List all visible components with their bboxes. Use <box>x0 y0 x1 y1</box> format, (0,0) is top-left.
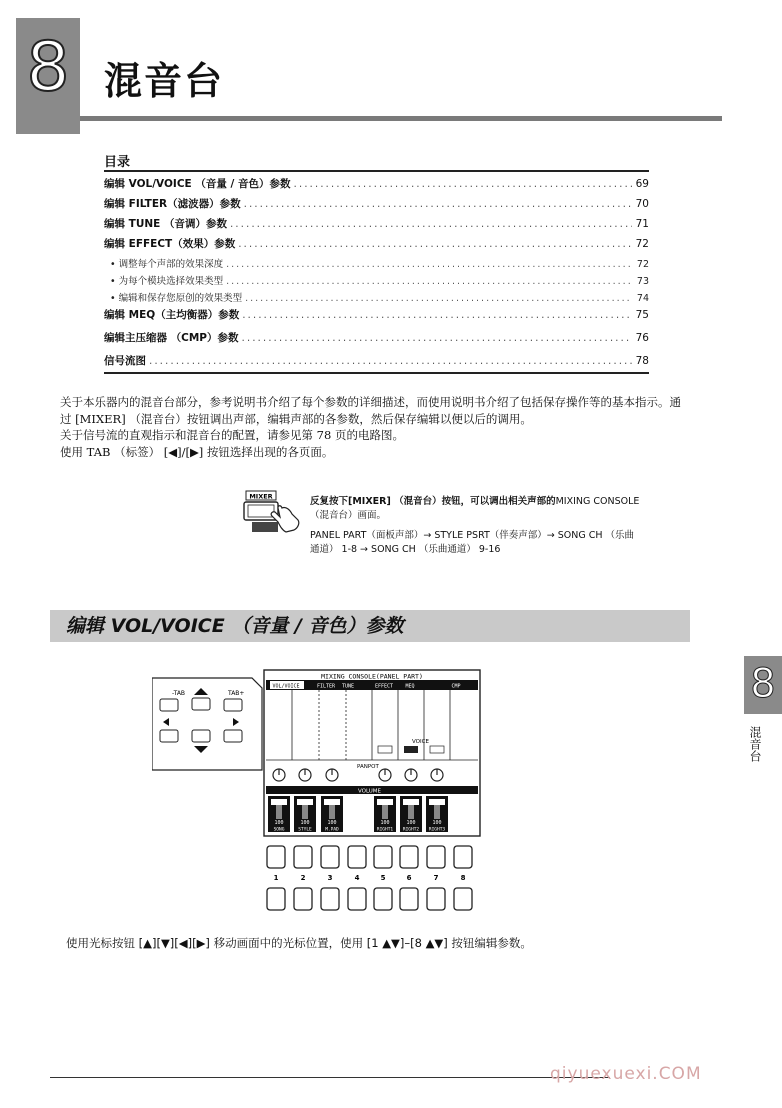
toc-entry <box>104 330 649 353</box>
number-down-button[interactable] <box>348 888 366 910</box>
number-buttons <box>267 846 472 910</box>
toc-entry-page: 71 <box>635 218 649 230</box>
toc-leader-dots <box>245 293 632 304</box>
cursor-right-button[interactable] <box>224 730 242 742</box>
chapter-title: 混音台 <box>104 59 225 103</box>
mixer-button-label: MIXER <box>249 492 273 501</box>
fader-channel-name: RIGHT3 <box>428 827 446 833</box>
toc-entry-label: • 调整每个声部的效果深度 <box>110 259 224 270</box>
toc-entry-page: 74 <box>636 293 649 304</box>
number-button-label: 6 <box>406 874 412 882</box>
fader-value: 100 <box>406 820 416 826</box>
number-up-button[interactable] <box>454 846 472 868</box>
fader-value: 100 <box>300 820 310 826</box>
toc-entry-label: 编辑主压缩器 （CMP）参数 <box>104 332 239 344</box>
toc-bottom-rule <box>104 372 649 374</box>
mixer-button-hand-icon <box>242 490 304 534</box>
number-down-button[interactable] <box>400 888 418 910</box>
fader-channel-name: M.PAD <box>325 827 339 833</box>
toc-leader-dots <box>242 332 632 344</box>
watermark: qiyuexuexi.COM <box>550 1064 702 1084</box>
toc-leader-dots <box>230 218 632 230</box>
number-button-label: 8 <box>460 874 466 882</box>
toc-entry <box>104 290 649 307</box>
intro-paragraph-3: 使用 TAB （标签） [◀]/[▶] 按钮选择出现的各页面。 <box>60 444 334 459</box>
tab-minus-label: -TAB <box>172 690 186 697</box>
screen-tab-2[interactable]: TUNE <box>341 683 355 690</box>
side-chapter-number: 8 <box>750 661 776 707</box>
number-up-button[interactable] <box>321 846 339 868</box>
toc-entry <box>104 256 649 273</box>
toc-leader-dots <box>226 276 632 287</box>
intro-paragraph-1: 关于本乐器内的混音台部分，参考说明书介绍了每个参数的详细描述，而使用说明书介绍了包括保存操作等的基本指示。通过 [MIXER] （混音台）按钮调出声部，编辑声部的各参数，然后保存编辑以便以后的调用。 <box>60 395 681 426</box>
toc-entry-label: • 为每个模块选择效果类型 <box>110 276 224 287</box>
toc-leader-dots <box>244 198 632 210</box>
fader-channel-name: SONG <box>273 827 285 833</box>
toc-entry-page: 75 <box>635 309 649 321</box>
cursor-down-button[interactable] <box>192 730 210 742</box>
number-down-button[interactable] <box>427 888 445 910</box>
section-title: 编辑 VOL/VOICE （音量 / 音色）参数 <box>66 615 404 637</box>
screen-tab-0[interactable]: VOL/VOICE <box>272 683 300 690</box>
intro-paragraph-2: 关于信号流的直观指示和混音台的配置，请参见第 78 页的电路图。 <box>60 428 404 442</box>
number-button-label: 1 <box>273 874 279 882</box>
volume-label: VOLUME <box>358 788 382 795</box>
toc-entry <box>104 196 649 216</box>
number-button-label: 2 <box>300 874 306 882</box>
toc-entry-page: 69 <box>635 178 649 190</box>
screen-tab-5[interactable]: CMP <box>451 683 461 690</box>
tab-left-button[interactable] <box>160 699 178 711</box>
toc-entry-label: 编辑 TUNE （音调）参数 <box>104 218 227 230</box>
screen-tab-1[interactable]: FILTER <box>316 683 336 690</box>
fader-value: 100 <box>327 820 337 826</box>
cursor-up-button[interactable] <box>192 698 210 710</box>
toc-entry-label: 编辑 VOL/VOICE （音量 / 音色）参数 <box>104 178 291 190</box>
tab-right-button[interactable] <box>224 699 242 711</box>
fader-value: 100 <box>274 820 284 826</box>
toc-leader-dots <box>242 309 632 321</box>
number-button-label: 3 <box>327 874 333 882</box>
toc-entry <box>104 307 649 330</box>
fader-channel-name: RIGHT2 <box>402 827 420 833</box>
mixer-sequence: PANEL PART（面板声部）→ STYLE PSRT（伴奏声部）→ SONG CH （乐曲通道） 1-8 → SONG CH （乐曲通道） 9-16 <box>310 530 635 555</box>
number-down-button[interactable] <box>321 888 339 910</box>
mixer-note-bold: 反复按下[MIXER] （混音台）按钮，可以调出相关声部的 <box>310 496 556 507</box>
toc-rule <box>104 170 649 172</box>
panpot-label: PANPOT <box>357 764 379 770</box>
number-down-button[interactable] <box>454 888 472 910</box>
table-of-contents <box>104 176 649 376</box>
toc-entry-page: 70 <box>635 198 649 210</box>
cursor-left-button[interactable] <box>160 730 178 742</box>
number-down-button[interactable] <box>267 888 285 910</box>
screen-tab-3[interactable]: EFFECT <box>374 683 394 690</box>
toc-entry <box>104 236 649 256</box>
toc-entry <box>104 273 649 290</box>
number-up-button[interactable] <box>400 846 418 868</box>
number-up-button[interactable] <box>427 846 445 868</box>
fader-channel-name: RIGHT1 <box>376 827 394 833</box>
toc-entry-label: 编辑 MEQ（主均衡器）参数 <box>104 309 240 321</box>
figure-caption: 使用光标按钮 [▲][▼][◀][▶] 移动画面中的光标位置，使用 [1 ▲▼]–[8 ▲▼] 按钮编辑参数。 <box>66 936 532 950</box>
number-button-label: 4 <box>354 874 360 882</box>
toc-leader-dots <box>238 238 632 250</box>
number-up-button[interactable] <box>374 846 392 868</box>
footer-rule <box>50 1077 610 1078</box>
toc-entry-page: 76 <box>635 332 649 344</box>
mixer-note <box>310 495 640 523</box>
number-up-button[interactable] <box>294 846 312 868</box>
mixer-note-rest: MIXING CONSOLE （混音台）画面。 <box>310 496 640 521</box>
toc-entry-page: 78 <box>635 355 649 367</box>
toc-entry-label: 信号流图 <box>104 355 146 367</box>
fader-channel-name: STYLE <box>298 827 312 833</box>
toc-entry <box>104 176 649 196</box>
toc-entry-label: 编辑 EFFECT（效果）参数 <box>104 238 236 250</box>
fader-value: 100 <box>380 820 390 826</box>
chapter-number: 8 <box>26 28 70 107</box>
tab-plus-label: TAB+ <box>228 690 245 697</box>
number-down-button[interactable] <box>374 888 392 910</box>
toc-entry-label: • 编辑和保存您原创的效果类型 <box>110 293 243 304</box>
toc-entry-page: 72 <box>635 238 649 250</box>
number-up-button[interactable] <box>267 846 285 868</box>
toc-entry <box>104 216 649 236</box>
toc-entry-label: 编辑 FILTER（滤波器）参数 <box>104 198 241 210</box>
fader-value: 100 <box>432 820 442 826</box>
number-up-button[interactable] <box>348 846 366 868</box>
toc-leader-dots <box>226 259 632 270</box>
side-chapter-label: 混音台 <box>748 726 762 762</box>
intro-text <box>60 394 690 460</box>
number-button-label: 5 <box>380 874 386 882</box>
number-button-label: 7 <box>433 874 439 882</box>
number-down-button[interactable] <box>294 888 312 910</box>
toc-leader-dots <box>149 355 632 367</box>
toc-entry-page: 72 <box>636 259 649 270</box>
screen-tab-4[interactable]: MEQ <box>405 683 415 690</box>
screen-title: MIXING CONSOLE(PANEL PART) <box>321 672 423 681</box>
title-rule <box>80 116 722 121</box>
toc-leader-dots <box>294 178 632 190</box>
toc-entry-page: 73 <box>636 276 649 287</box>
toc-heading: 目录 <box>104 155 131 170</box>
voice-label: VOICE <box>412 739 429 745</box>
mixer-panel-illustration <box>152 668 482 916</box>
